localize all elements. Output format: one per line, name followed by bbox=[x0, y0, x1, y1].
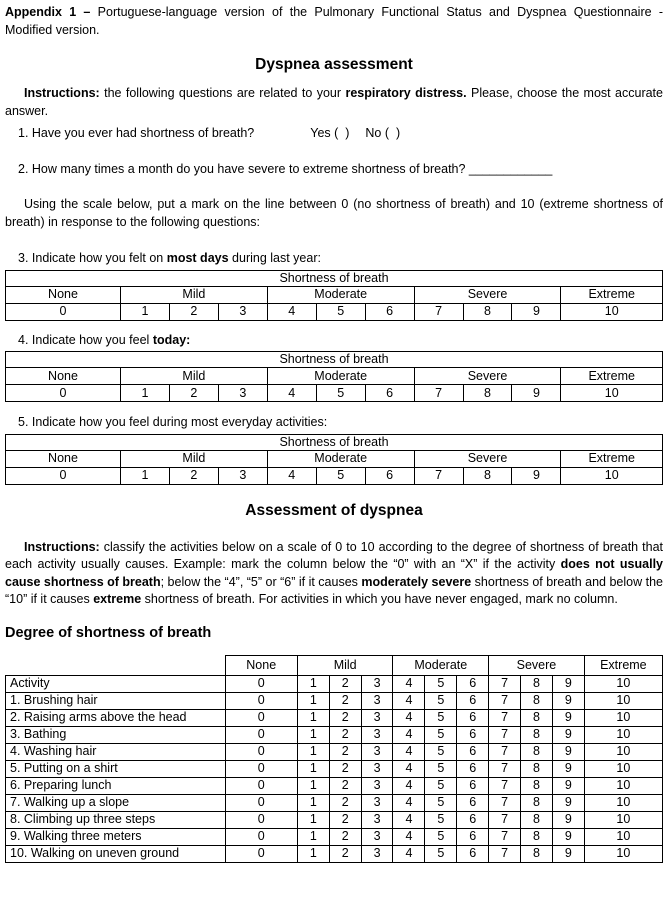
activity-name-cell: 6. Preparing lunch bbox=[6, 777, 226, 794]
activity-score-4-cell: 4 bbox=[393, 811, 425, 828]
activity-score-8-cell: 8 bbox=[520, 760, 552, 777]
severity-severe-cell: Severe bbox=[414, 368, 561, 385]
shortness-of-breath-scale-table bbox=[5, 270, 663, 321]
scale-value-1-cell: 1 bbox=[120, 385, 169, 402]
question-2 bbox=[18, 161, 663, 179]
shortness-of-breath-scale-table bbox=[5, 351, 663, 402]
activity-score-3-cell: 3 bbox=[361, 794, 393, 811]
activity-score-3-cell: 3 bbox=[361, 760, 393, 777]
activity-score-4-cell: 4 bbox=[393, 760, 425, 777]
activity-score-0-cell: 0 bbox=[225, 811, 297, 828]
severity-labels-row bbox=[6, 368, 663, 385]
scale-value-8-cell: 8 bbox=[463, 467, 512, 484]
scale-value-9-cell: 9 bbox=[512, 385, 561, 402]
activity-scoring-table bbox=[5, 655, 663, 863]
activity-score-5-cell: 5 bbox=[425, 709, 457, 726]
activity-score-2-cell: 2 bbox=[329, 811, 361, 828]
activity-row bbox=[6, 692, 663, 709]
scale-value-8-cell: 8 bbox=[463, 385, 512, 402]
activity-score-8-cell: 8 bbox=[520, 743, 552, 760]
activity-score-10-cell: 10 bbox=[584, 794, 662, 811]
activity-score-9-cell: 9 bbox=[552, 777, 584, 794]
activity-score-5-cell: 5 bbox=[425, 845, 457, 862]
activity-score-5-cell: 5 bbox=[425, 828, 457, 845]
activity-score-9-cell: 9 bbox=[552, 692, 584, 709]
activity-name-cell: 3. Bathing bbox=[6, 726, 226, 743]
activity-score-10-cell: 10 bbox=[584, 845, 662, 862]
activity-score-2-cell: 2 bbox=[329, 692, 361, 709]
activity-score-10-cell: 10 bbox=[584, 811, 662, 828]
activity-score-9-cell: 9 bbox=[552, 709, 584, 726]
severity-extreme-cell: Extreme bbox=[561, 286, 663, 303]
activity-name-cell: 9. Walking three meters bbox=[6, 828, 226, 845]
activity-score-2-cell: 2 bbox=[329, 709, 361, 726]
scale-caption-row bbox=[6, 270, 663, 286]
severity-moderate-cell: Moderate bbox=[267, 286, 414, 303]
activity-name-cell: 10. Walking on uneven ground bbox=[6, 845, 226, 862]
activity-score-1-cell: 1 bbox=[297, 743, 329, 760]
question-3 bbox=[18, 250, 663, 268]
activity-score-0-cell: 0 bbox=[225, 709, 297, 726]
scale-value-4-cell: 4 bbox=[267, 303, 316, 320]
activity-score-3-cell: 3 bbox=[361, 709, 393, 726]
severity-none-cell: None bbox=[6, 286, 121, 303]
scale-value-3-cell: 3 bbox=[218, 385, 267, 402]
scale-value-9-cell: 9 bbox=[512, 467, 561, 484]
scale-value-10-cell: 10 bbox=[561, 303, 663, 320]
activity-score-8-cell: 8 bbox=[520, 845, 552, 862]
activity-score-5-cell: 5 bbox=[425, 760, 457, 777]
activity-score-4-cell: 4 bbox=[393, 743, 425, 760]
activity-score-9-cell: 9 bbox=[552, 743, 584, 760]
scale-value-7-cell: 7 bbox=[414, 385, 463, 402]
activity-score-3-cell: 3 bbox=[361, 811, 393, 828]
text-segment: shortness of breath. For activities in which you have never engaged, mark no column. bbox=[141, 592, 618, 606]
activity-score-10-cell: 10 bbox=[584, 709, 662, 726]
activity-score-1-cell: 1 bbox=[297, 811, 329, 828]
severity-mild-cell: Mild bbox=[120, 450, 267, 467]
activity-score-5-cell: 5 bbox=[425, 743, 457, 760]
activity-score-6-cell: 6 bbox=[457, 726, 489, 743]
scale-value-1-cell: 1 bbox=[297, 675, 329, 692]
activity-score-4-cell: 4 bbox=[393, 845, 425, 862]
blank-corner-cell bbox=[6, 655, 226, 675]
appendix-text: Portuguese-language version of the Pulmonary Functional Status and Dyspnea Questionnaire - Modified version. bbox=[5, 5, 664, 37]
bold-text-segment: does not usually cause shortness of breath bbox=[5, 557, 663, 589]
activity-score-2-cell: 2 bbox=[329, 845, 361, 862]
scale-value-8-cell: 8 bbox=[463, 303, 512, 320]
activity-name-cell: 8. Climbing up three steps bbox=[6, 811, 226, 828]
question-2-blank-line: ____________ bbox=[468, 161, 553, 176]
activity-name-cell: 1. Brushing hair bbox=[6, 692, 226, 709]
activity-score-2-cell: 2 bbox=[329, 777, 361, 794]
activity-score-1-cell: 1 bbox=[297, 760, 329, 777]
scale-value-1-cell: 1 bbox=[120, 303, 169, 320]
activity-score-0-cell: 0 bbox=[225, 726, 297, 743]
severity-header-row bbox=[6, 655, 663, 675]
activity-score-7-cell: 7 bbox=[489, 811, 521, 828]
scale-value-5-cell: 5 bbox=[316, 303, 365, 320]
scale-value-0-cell: 0 bbox=[6, 303, 121, 320]
subtitle-degree-of-shortness-of-breath: Degree of shortness of breath bbox=[5, 624, 212, 641]
question-3-text-post: during last year: bbox=[228, 251, 321, 265]
activity-row bbox=[6, 709, 663, 726]
activity-score-6-cell: 6 bbox=[457, 709, 489, 726]
activity-column-header-cell: Activity bbox=[6, 675, 226, 692]
activity-row bbox=[6, 811, 663, 828]
severity-moderate-cell: Moderate bbox=[393, 655, 489, 675]
activity-score-9-cell: 9 bbox=[552, 828, 584, 845]
activity-row bbox=[6, 794, 663, 811]
activity-score-1-cell: 1 bbox=[297, 845, 329, 862]
activity-score-9-cell: 9 bbox=[552, 845, 584, 862]
scale-value-2-cell: 2 bbox=[329, 675, 361, 692]
activity-score-8-cell: 8 bbox=[520, 709, 552, 726]
scale-caption-row bbox=[6, 352, 663, 368]
severity-labels-row bbox=[6, 450, 663, 467]
question-1-text: 1. Have you ever had shortness of breath? bbox=[18, 126, 255, 140]
activity-score-3-cell: 3 bbox=[361, 743, 393, 760]
activity-score-7-cell: 7 bbox=[489, 743, 521, 760]
scale-value-2-cell: 2 bbox=[169, 385, 218, 402]
activity-score-7-cell: 7 bbox=[489, 726, 521, 743]
activity-score-0-cell: 0 bbox=[225, 845, 297, 862]
question-4 bbox=[18, 332, 663, 350]
activity-score-9-cell: 9 bbox=[552, 811, 584, 828]
activity-score-7-cell: 7 bbox=[489, 777, 521, 794]
scale-value-4-cell: 4 bbox=[267, 385, 316, 402]
activity-score-4-cell: 4 bbox=[393, 777, 425, 794]
severity-severe-cell: Severe bbox=[489, 655, 585, 675]
severity-none-cell: None bbox=[225, 655, 297, 675]
activity-score-8-cell: 8 bbox=[520, 811, 552, 828]
scale-value-3-cell: 3 bbox=[218, 303, 267, 320]
severity-mild-cell: Mild bbox=[120, 368, 267, 385]
activity-score-2-cell: 2 bbox=[329, 760, 361, 777]
activity-score-10-cell: 10 bbox=[584, 777, 662, 794]
activity-score-8-cell: 8 bbox=[520, 692, 552, 709]
activity-score-0-cell: 0 bbox=[225, 760, 297, 777]
activity-score-2-cell: 2 bbox=[329, 726, 361, 743]
scale-caption-cell: Shortness of breath bbox=[6, 434, 663, 450]
activity-score-7-cell: 7 bbox=[489, 845, 521, 862]
activity-score-3-cell: 3 bbox=[361, 845, 393, 862]
activity-score-9-cell: 9 bbox=[552, 726, 584, 743]
scale-value-6-cell: 6 bbox=[365, 467, 414, 484]
bold-text-segment: moderately severe bbox=[361, 574, 472, 589]
question-1-yes-option: Yes ( ) bbox=[310, 126, 350, 140]
section-title-assessment-of-dyspnea: Assessment of dyspnea bbox=[245, 501, 423, 519]
activity-row bbox=[6, 828, 663, 845]
activity-score-0-cell: 0 bbox=[225, 777, 297, 794]
question-2-text: 2. How many times a month do you have severe to extreme shortness of breath? bbox=[18, 161, 469, 176]
activity-score-8-cell: 8 bbox=[520, 726, 552, 743]
scale-value-3-cell: 3 bbox=[218, 467, 267, 484]
activity-score-0-cell: 0 bbox=[225, 692, 297, 709]
scale-value-3-cell: 3 bbox=[361, 675, 393, 692]
question-4-bold: today: bbox=[152, 332, 191, 347]
question-5-text-pre: 5. Indicate how you feel during most everyday activities: bbox=[18, 415, 328, 429]
scale-value-7-cell: 7 bbox=[414, 303, 463, 320]
activity-row bbox=[6, 743, 663, 760]
shortness-of-breath-scale-table bbox=[5, 434, 663, 485]
activity-score-9-cell: 9 bbox=[552, 794, 584, 811]
scale-value-10-cell: 10 bbox=[584, 675, 662, 692]
activity-score-3-cell: 3 bbox=[361, 692, 393, 709]
activity-score-0-cell: 0 bbox=[225, 743, 297, 760]
activity-score-8-cell: 8 bbox=[520, 794, 552, 811]
scale-numbers-row bbox=[6, 467, 663, 484]
question-4-text-pre: 4. Indicate how you feel bbox=[18, 332, 153, 347]
activity-row bbox=[6, 777, 663, 794]
scale-caption-cell: Shortness of breath bbox=[6, 270, 663, 286]
activity-score-8-cell: 8 bbox=[520, 828, 552, 845]
scale-table-q3 bbox=[5, 270, 663, 321]
activity-score-0-cell: 0 bbox=[225, 828, 297, 845]
scale-value-8-cell: 8 bbox=[520, 675, 552, 692]
appendix-caption bbox=[5, 4, 663, 39]
question-1 bbox=[18, 125, 663, 143]
activity-score-1-cell: 1 bbox=[297, 709, 329, 726]
scale-value-0-cell: 0 bbox=[225, 675, 297, 692]
activity-score-6-cell: 6 bbox=[457, 794, 489, 811]
activity-row bbox=[6, 760, 663, 777]
severity-moderate-cell: Moderate bbox=[267, 368, 414, 385]
question-1-no-option: No ( ) bbox=[365, 126, 401, 140]
activity-name-cell: 2. Raising arms above the head bbox=[6, 709, 226, 726]
instructions-paragraph-2 bbox=[5, 539, 663, 609]
severity-extreme-cell: Extreme bbox=[584, 655, 662, 675]
instructions-label: Instructions: bbox=[24, 86, 100, 100]
scale-value-10-cell: 10 bbox=[561, 385, 663, 402]
appendix-label: Appendix 1 – bbox=[5, 5, 91, 19]
activity-table-container bbox=[5, 655, 663, 863]
activity-score-2-cell: 2 bbox=[329, 794, 361, 811]
scale-intro-paragraph: Using the scale below, put a mark on the line between 0 (no shortness of breath) and 10 (extreme shortness of breath) in response to the following questions: bbox=[5, 197, 663, 229]
scale-value-5-cell: 5 bbox=[316, 467, 365, 484]
scale-caption-cell: Shortness of breath bbox=[6, 352, 663, 368]
question-5 bbox=[18, 414, 663, 432]
scale-table-q4 bbox=[5, 351, 663, 402]
activity-score-4-cell: 4 bbox=[393, 794, 425, 811]
question-3-text-pre: 3. Indicate how you felt on bbox=[18, 251, 167, 265]
activity-score-6-cell: 6 bbox=[457, 811, 489, 828]
activity-score-5-cell: 5 bbox=[425, 794, 457, 811]
severity-moderate-cell: Moderate bbox=[267, 450, 414, 467]
activity-score-7-cell: 7 bbox=[489, 828, 521, 845]
scale-value-4-cell: 4 bbox=[267, 467, 316, 484]
scale-value-5-cell: 5 bbox=[316, 385, 365, 402]
activity-score-6-cell: 6 bbox=[457, 760, 489, 777]
activity-score-5-cell: 5 bbox=[425, 692, 457, 709]
scale-value-10-cell: 10 bbox=[561, 467, 663, 484]
scale-caption-row bbox=[6, 434, 663, 450]
severity-mild-cell: Mild bbox=[120, 286, 267, 303]
activity-score-1-cell: 1 bbox=[297, 794, 329, 811]
severity-extreme-cell: Extreme bbox=[561, 450, 663, 467]
text-segment: shortness of breath and below the “10” if it causes bbox=[5, 574, 663, 606]
activity-score-10-cell: 10 bbox=[584, 828, 662, 845]
activity-score-6-cell: 6 bbox=[457, 777, 489, 794]
text-segment: ; below the “4”, “5” or “6” if it causes bbox=[160, 574, 362, 589]
scale-value-0-cell: 0 bbox=[6, 385, 121, 402]
instructions-bold-respiratory-distress: respiratory distress. bbox=[345, 86, 467, 100]
text-segment: classify the activities below on a scale of 0 to 10 according to the degree of shortness of breath that each activity usually causes. Example: mark the column below the “0” with an “X” if the activity bbox=[5, 539, 663, 571]
scale-value-0-cell: 0 bbox=[6, 467, 121, 484]
activity-score-3-cell: 3 bbox=[361, 726, 393, 743]
activity-score-6-cell: 6 bbox=[457, 743, 489, 760]
severity-mild-cell: Mild bbox=[297, 655, 393, 675]
scale-value-7-cell: 7 bbox=[489, 675, 521, 692]
activity-score-8-cell: 8 bbox=[520, 777, 552, 794]
bold-text-segment: Instructions: bbox=[24, 539, 100, 554]
activity-score-5-cell: 5 bbox=[425, 777, 457, 794]
instructions-paragraph-1 bbox=[5, 85, 663, 120]
scale-value-6-cell: 6 bbox=[365, 303, 414, 320]
activity-score-2-cell: 2 bbox=[329, 828, 361, 845]
severity-severe-cell: Severe bbox=[414, 450, 561, 467]
activity-score-4-cell: 4 bbox=[393, 726, 425, 743]
activity-score-0-cell: 0 bbox=[225, 794, 297, 811]
activity-score-1-cell: 1 bbox=[297, 828, 329, 845]
activity-score-9-cell: 9 bbox=[552, 760, 584, 777]
scale-value-6-cell: 6 bbox=[457, 675, 489, 692]
activity-score-10-cell: 10 bbox=[584, 743, 662, 760]
activity-score-7-cell: 7 bbox=[489, 760, 521, 777]
activity-score-1-cell: 1 bbox=[297, 777, 329, 794]
activity-row bbox=[6, 726, 663, 743]
activity-score-10-cell: 10 bbox=[584, 692, 662, 709]
instructions-text-pre: the following questions are related to your bbox=[99, 86, 346, 100]
scale-value-9-cell: 9 bbox=[552, 675, 584, 692]
activity-name-cell: 4. Washing hair bbox=[6, 743, 226, 760]
activity-score-5-cell: 5 bbox=[425, 726, 457, 743]
severity-extreme-cell: Extreme bbox=[561, 368, 663, 385]
activity-name-cell: 5. Putting on a shirt bbox=[6, 760, 226, 777]
activity-score-7-cell: 7 bbox=[489, 794, 521, 811]
scale-value-2-cell: 2 bbox=[169, 467, 218, 484]
bold-text-segment: extreme bbox=[93, 592, 142, 606]
activity-score-6-cell: 6 bbox=[457, 692, 489, 709]
activity-score-10-cell: 10 bbox=[584, 726, 662, 743]
scale-value-9-cell: 9 bbox=[512, 303, 561, 320]
instructions-text-post: Please, choose the most accurate answer. bbox=[5, 86, 663, 118]
activity-score-6-cell: 6 bbox=[457, 828, 489, 845]
activity-header-row bbox=[6, 675, 663, 692]
scale-value-5-cell: 5 bbox=[425, 675, 457, 692]
scale-value-6-cell: 6 bbox=[365, 385, 414, 402]
scale-value-1-cell: 1 bbox=[120, 467, 169, 484]
activity-score-2-cell: 2 bbox=[329, 743, 361, 760]
activity-score-4-cell: 4 bbox=[393, 692, 425, 709]
activity-score-3-cell: 3 bbox=[361, 777, 393, 794]
activity-score-3-cell: 3 bbox=[361, 828, 393, 845]
activity-score-10-cell: 10 bbox=[584, 760, 662, 777]
activity-name-cell: 7. Walking up a slope bbox=[6, 794, 226, 811]
severity-labels-row bbox=[6, 286, 663, 303]
scale-table-q5 bbox=[5, 434, 663, 485]
activity-score-1-cell: 1 bbox=[297, 726, 329, 743]
severity-none-cell: None bbox=[6, 368, 121, 385]
question-3-bold: most days bbox=[166, 251, 229, 265]
section-title-dyspnea-assessment: Dyspnea assessment bbox=[255, 56, 413, 73]
activity-score-6-cell: 6 bbox=[457, 845, 489, 862]
activity-score-4-cell: 4 bbox=[393, 709, 425, 726]
scale-value-4-cell: 4 bbox=[393, 675, 425, 692]
scale-numbers-row bbox=[6, 303, 663, 320]
activity-score-7-cell: 7 bbox=[489, 692, 521, 709]
activity-row bbox=[6, 845, 663, 862]
severity-none-cell: None bbox=[6, 450, 121, 467]
activity-score-7-cell: 7 bbox=[489, 709, 521, 726]
scale-value-7-cell: 7 bbox=[414, 467, 463, 484]
activity-score-1-cell: 1 bbox=[297, 692, 329, 709]
activity-score-5-cell: 5 bbox=[425, 811, 457, 828]
severity-severe-cell: Severe bbox=[414, 286, 561, 303]
scale-numbers-row bbox=[6, 385, 663, 402]
scale-value-2-cell: 2 bbox=[169, 303, 218, 320]
activity-score-4-cell: 4 bbox=[393, 828, 425, 845]
